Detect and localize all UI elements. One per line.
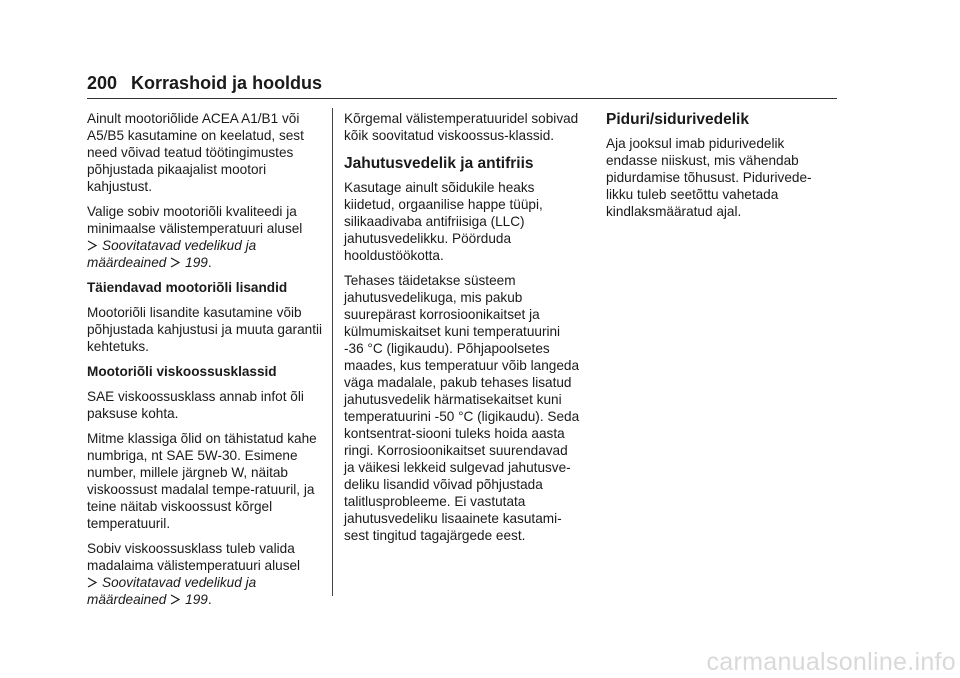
paragraph: Sobiv viskoossusklass tuleb valida madalaima välistemperatuuri alusel Soovitatavad vedelikud ja määrdeained 199.: [87, 541, 301, 607]
paragraph: Kasutage ainult sõidukile heaks kiidetud, orgaanilise happe tüüpi, silikaadivaba antifriisiga (LLC) jahutusvedelikku. Pöörduda hooldustöökotta.: [344, 180, 543, 263]
section-subheading: Mootoriõli viskoossusklassid: [87, 364, 277, 379]
arrow-right-icon: [170, 594, 181, 605]
section-heading: Piduri/sidurivedelik: [606, 111, 749, 128]
paragraph: Mitme klassiga õlid on tähistatud kahe numbriga, nt SAE 5W-30. Esimene number, millele järgneb W, näitab viskoossust madalal tempe-ratuuril, ja teine näitab viskoossust kõrgel temperatuuril.: [87, 431, 317, 531]
column-left: [87, 110, 327, 616]
column-separator: [332, 108, 333, 596]
paragraph: Aja jooksul imab pidurivedelik endasse niiskust, mis vähendab pidurdamise tõhusust. Pidurivede-likku tuleb seetõttu vahetada kindlaksmääratud ajal.: [606, 136, 812, 219]
paragraph: Ainult mootoriõlide ACEA A1/B1 või A5/B5 kasutamine on keelatud, sest need võivad teatud töötingimustes põhjustada pikaajalist mootori kahjustust.: [87, 111, 304, 194]
paragraph-text: Valige sobiv mootoriõli kvaliteedi ja minimaalse välistemperatuuri alusel: [87, 204, 303, 236]
paragraph-text: Sobiv viskoossusklass tuleb valida madalaima välistemperatuuri alusel: [87, 541, 301, 573]
section-heading: Jahutusvedelik ja antifriis: [344, 155, 534, 172]
cross-reference-link[interactable]: Soovitatavad vedelikud ja määrdeained: [87, 575, 257, 607]
watermark: carmanualsonline.info: [706, 648, 956, 676]
arrow-right-icon: [87, 240, 98, 251]
page-title: Korrashoid ja hooldus: [131, 73, 323, 93]
paragraph: Kõrgemal välistemperatuuridel sobivad kõik soovitatud viskoossus-klassid.: [344, 111, 579, 143]
paragraph: Valige sobiv mootoriõli kvaliteedi ja minimaalse välistemperatuuri alusel Soovitatavad vedelikud ja määrdeained 199.: [87, 204, 303, 270]
page-number: 200: [87, 73, 118, 93]
paragraph: SAE viskoossusklass annab infot õli paksuse kohta.: [87, 389, 304, 421]
paragraph: Mootoriõli lisandite kasutamine võib põhjustada kahjustusi ja muuta garantii kehtetuks.: [87, 305, 323, 354]
arrow-right-icon: [87, 577, 98, 588]
column-middle: [344, 110, 582, 552]
section-subheading: Täiendavad mootoriõli lisandid: [87, 280, 288, 295]
column-right: [606, 110, 838, 228]
cross-reference-link[interactable]: Soovitatavad vedelikud ja määrdeained: [87, 238, 257, 270]
cross-reference-page[interactable]: 199: [185, 592, 208, 607]
paragraph: Tehases täidetakse süsteem jahutusvedelikuga, mis pakub suurepärast korrosioonikaitset ja külmumiskaitset kuni temperatuurini -36 °C (ligikaudu). Põhjapoolsetes maades, kus temperatuur võib langeda väga madalale, pakub tehases lisatud jahutusvedelik härmatisekaitset kuni temperatuurini -50 °C (ligikaudu). Seda kontsentrat-siooni tuleks hoida aasta ringi. Korrosioonikaitset suurendavad ja väikesi lekkeid sulgevad jahutusve-deliku lisandid võivad põhjustada talitlusprobleeme. Ei vastutata jahutusvedeliku lisaainete kasutami-sest tingitud tagajärgede eest.: [344, 273, 580, 543]
header-rule: [87, 98, 837, 99]
cross-reference-page[interactable]: 199: [185, 255, 208, 270]
arrow-right-icon: [170, 257, 181, 268]
page-header: [87, 72, 837, 94]
